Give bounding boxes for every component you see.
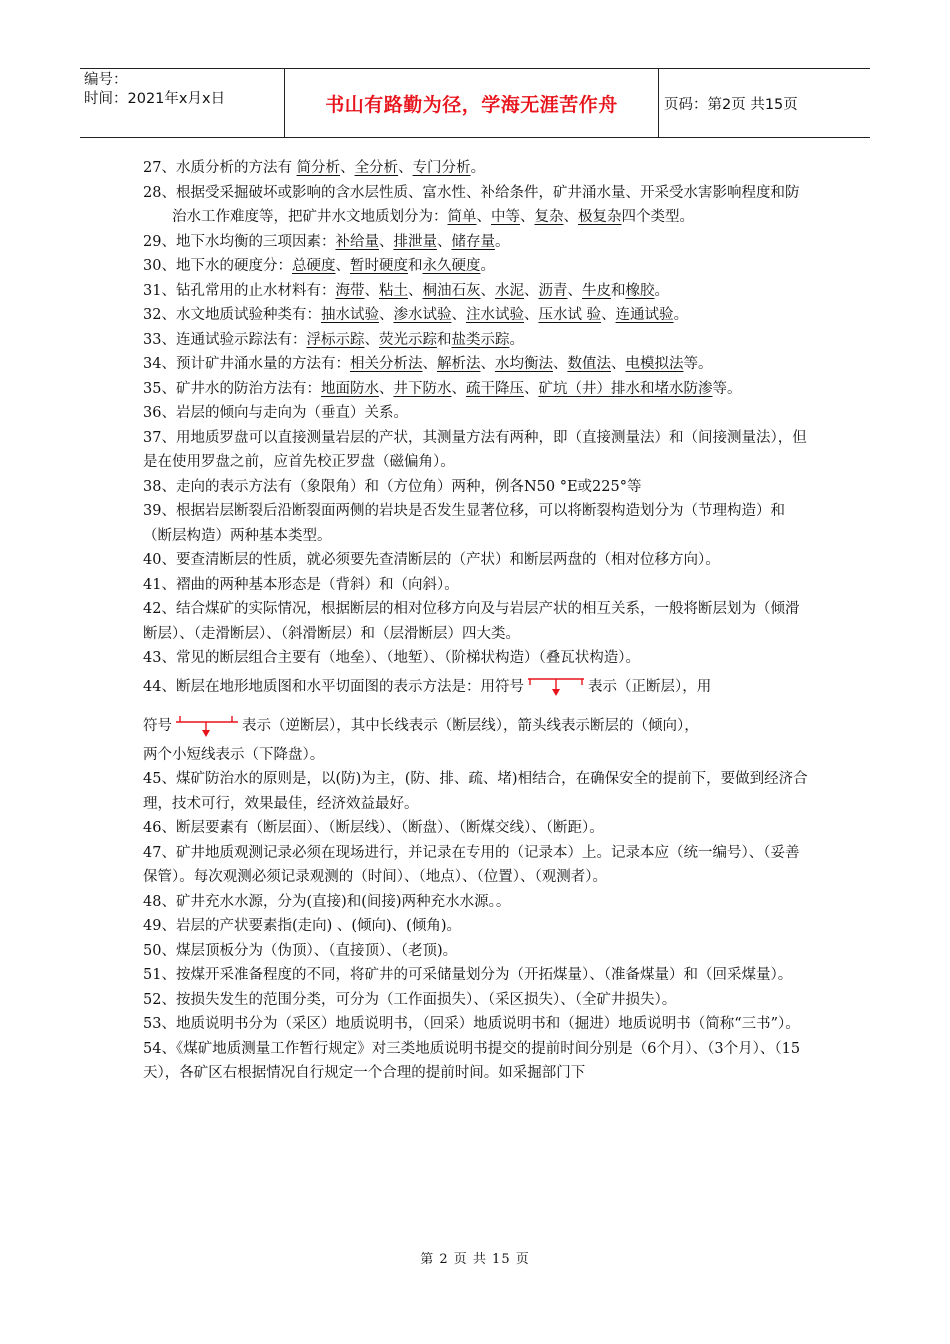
item-48: 48、矿井充水水源，分为(直接)和(间接)两种充水水源。。 (143, 893, 511, 910)
item-37: 37、用地质罗盘可以直接测量岩层的产状，其测量方法有两种，即（直接测量法）和（间接测量法），但是在使用罗盘之前，应首先校正罗盘（磁偏角）。 (143, 429, 807, 470)
item-29: 29、地下水均衡的三项因素：补给量、排泄量、储存量。 (143, 233, 510, 250)
number-label: 编号： (84, 72, 128, 88)
item-40: 40、要查清断层的性质，就必须要先查清断层的（产状）和断层两盘的（相对位移方向）。 (143, 552, 720, 568)
item-41: 41、褶曲的两种基本形态是（背斜）和（向斜）。 (143, 576, 459, 593)
page-footer: 第 2 页 共 15 页 (420, 1252, 530, 1267)
item-32: 32、水文地质试验种类有：抽水试验、渗水试验、注水试验、压水试 验、连通试验。 (143, 307, 689, 323)
item-28: 28、根据受采掘破坏或影响的含水层性质、富水性、补给条件，矿井涌水量、开采受水害影响程度和防治水工作难度等，把矿井水文地质划分为：简单、中等、复杂、极复杂四个类型。 (143, 184, 800, 225)
item-38: 38、走向的表示方法有（象限角）和（方位角）两种，例各N50 °E或225°等 (143, 478, 642, 495)
item-44: 44、断层在地形地质图和水平切面图的表示方法是：用符号 表示（正断层），用 符号 表示（逆断层），其中长线表示（断层线），箭头线表示断层的（倾向）， 两个小短线表示（下降盘）。 (143, 675, 811, 768)
item-53: 53、地质说明书分为（采区）地质说明书，（回采）地质说明书和（掘进）地质说明书（简称“三书”）。 (143, 1016, 800, 1032)
item-42: 42、结合煤矿的实际情况，根据断层的相对位移方向及与岩层产状的相互关系，一般将断层划为（倾滑断层）、（走滑断层）、（斜滑断层）和（层滑断层）四大类。 (143, 601, 800, 642)
item-35: 35、矿井水的防治方法有：地面防水、井下防水、疏干降压、矿坑（井）排水和堵水防渗等。 (143, 380, 742, 397)
item-47: 47、矿井地质观测记录必须在现场进行，并记录在专用的（记录本）上。记录本应（统一编号）、（妥善保管）。每次观测必须记录观测的（时间）、（地点）、（位置）、（观测者）。 (143, 844, 800, 885)
document-body (143, 156, 811, 1086)
item-50: 50、煤层顶板分为（伪顶）、（直接顶）、（老顶)。 (143, 942, 458, 959)
normal-fault-symbol-icon (526, 676, 586, 698)
item-31: 31、钻孔常用的止水材料有：海带、粘土、桐油石灰、水泥、沥青、牛皮和橡胶。 (143, 282, 669, 299)
item-49: 49、岩层的产状要素指(走向) 、(倾向)、(倾角)。 (143, 918, 462, 934)
time-label: 时间：2021年x月x日 (84, 91, 226, 107)
item-46: 46、断层要素有（断层面）、（断层线）、（断盘）、（断煤交线）、（断距）。 (143, 820, 604, 836)
item-52: 52、按损失发生的范围分类，可分为（工作面损失）、（采区损失）、（全矿井损失）。 (143, 991, 677, 1008)
reverse-fault-symbol-icon (174, 713, 240, 739)
item-39: 39、根据岩层断裂后沿断裂面两侧的岩块是否发生显著位移，可以将断裂构造划分为（节理构造）和（断层构造）两种基本类型。 (143, 503, 785, 544)
page-header (80, 68, 870, 138)
item-30: 30、地下水的硬度分：总硬度、暂时硬度和永久硬度。 (143, 258, 495, 274)
header-motto: 书山有路勤为径，学海无涯苦作舟 (325, 93, 618, 116)
header-page-info: 页码：第2页 共15页 (664, 96, 798, 113)
item-34: 34、预计矿井涌水量的方法有：相关分析法、解析法、水均衡法、数值法、电模拟法等。 (143, 356, 713, 372)
item-36: 36、岩层的倾向与走向为（垂直）关系。 (143, 405, 408, 421)
item-43: 43、常见的断层组合主要有（地垒）、（地堑）、（阶梯状构造）（叠瓦状构造）。 (143, 650, 640, 666)
header-divider (658, 69, 659, 137)
item-54: 54、《煤矿地质测量工作暂行规定》对三类地质说明书提交的提前时间分别是（6个月）、（3个月）、（15天），各矿区右根据情况自行规定一个合理的提前时间。如采掘部门下 (143, 1040, 801, 1081)
item-33: 33、连通试验示踪法有：浮标示踪、荧光示踪和盐类示踪。 (143, 331, 524, 348)
item-45: 45、煤矿防治水的原则是，以(防)为主，(防、排、疏、堵)相结合，在确保安全的提前下，要做到经济合理，技术可行，效果最佳，经济效益最好。 (143, 771, 808, 812)
item-27: 27、水质分析的方法有 简分析、全分析、专门分析。 (143, 160, 486, 176)
item-51: 51、按煤开采准备程度的不同，将矿井的可采储量划分为（开拓煤量）、（准备煤量）和（回采煤量）。 (143, 967, 793, 983)
header-meta (84, 71, 284, 109)
